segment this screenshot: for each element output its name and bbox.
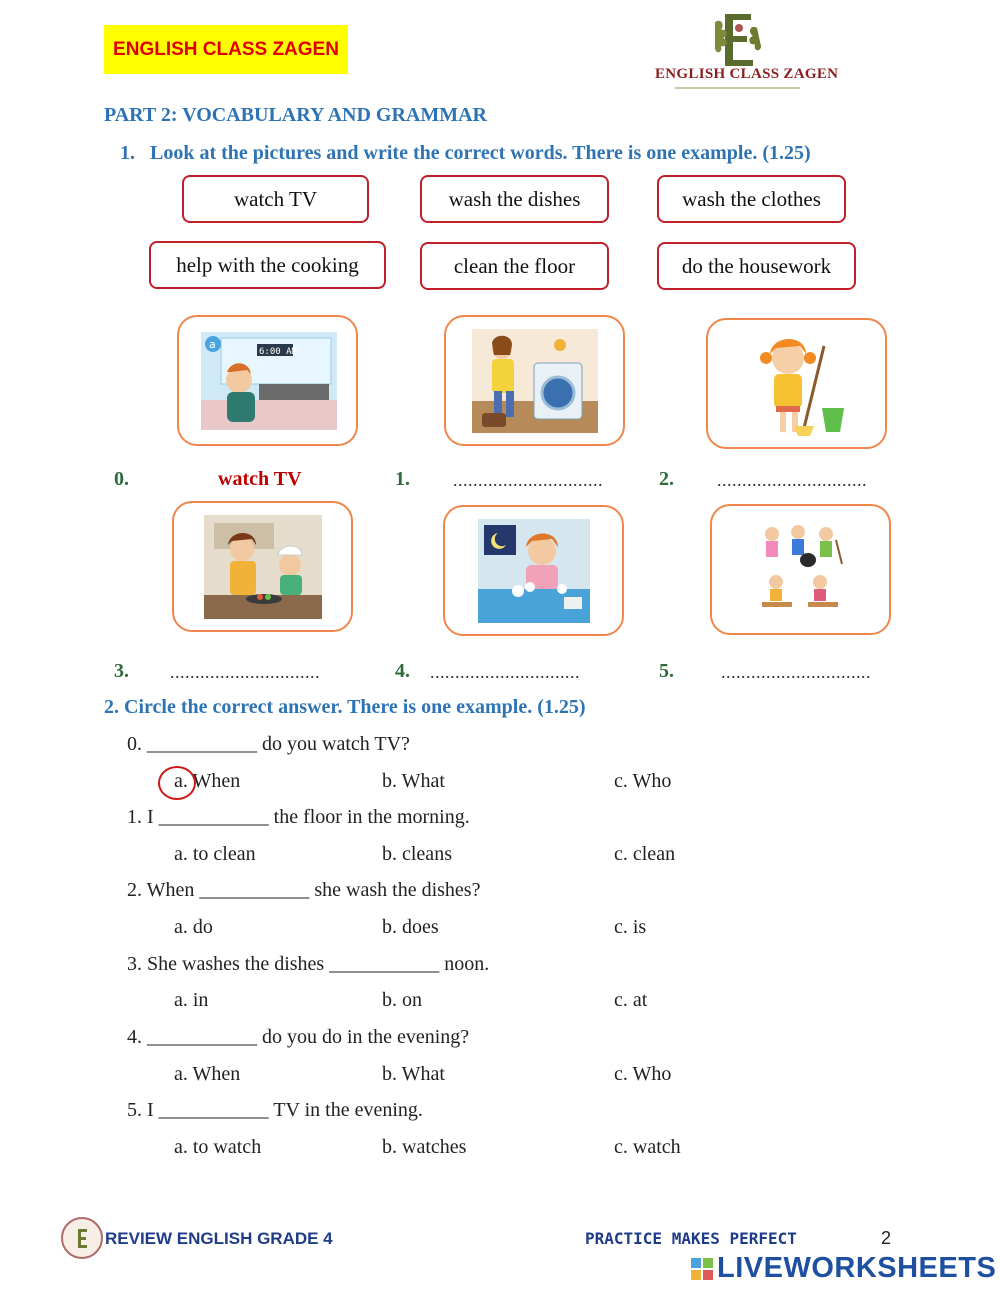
word-bank-item: wash the dishes <box>420 175 609 223</box>
option-0a[interactable]: a. When <box>174 770 241 792</box>
answer-label-1: 1. <box>395 468 410 490</box>
clock-readout: 6:00 AM <box>259 347 297 357</box>
option-3c[interactable]: c. at <box>614 989 648 1011</box>
option-5a[interactable]: a. to watch <box>174 1136 262 1158</box>
answer-label-4: 4. <box>395 660 410 682</box>
picture-frame-4 <box>443 505 624 636</box>
example-answer: watch TV <box>218 468 302 490</box>
option-5c[interactable]: c. watch <box>614 1136 681 1158</box>
answer-blank-5[interactable]: .............................. <box>721 662 871 682</box>
liveworksheets-logo-icon <box>691 1258 713 1280</box>
word-bank-item: wash the clothes <box>657 175 846 223</box>
cooking-picture <box>204 515 322 619</box>
answer-blank-1[interactable]: .............................. <box>453 470 603 490</box>
picture-frame-2 <box>706 318 887 449</box>
option-0c[interactable]: c. Who <box>614 770 672 792</box>
word-bank-item: do the housework <box>657 242 856 290</box>
answer-label-5: 5. <box>659 660 674 682</box>
option-1a[interactable]: a. to clean <box>174 843 256 865</box>
footer-course-title: REVIEW ENGLISH GRADE 4 <box>105 1229 333 1248</box>
answer-blank-3[interactable]: .............................. <box>170 662 320 682</box>
part-title: PART 2: VOCABULARY AND GRAMMAR <box>104 104 487 126</box>
logo-e-icon <box>655 10 820 70</box>
liveworksheets-brand[interactable]: LIVEWORKSHEETS <box>717 1252 997 1284</box>
picture-frame-0 <box>177 315 358 446</box>
logo-tagline-rule <box>675 87 800 89</box>
clean-floor-picture <box>748 328 848 440</box>
answer-blank-2[interactable]: .............................. <box>717 470 867 490</box>
option-4b[interactable]: b. What <box>382 1063 445 1085</box>
option-1c[interactable]: c. clean <box>614 843 676 865</box>
picture-frame-1 <box>444 315 625 446</box>
question-4: 4. ___________ do you do in the evening? <box>127 1026 470 1048</box>
option-0b[interactable]: b. What <box>382 770 445 792</box>
footer-motto: PRACTICE MAKES PERFECT <box>585 1229 797 1248</box>
question-3: 3. She washes the dishes ___________ noon. <box>127 953 490 975</box>
question-0: 0. ___________ do you watch TV? <box>127 733 410 755</box>
word-bank-item: clean the floor <box>420 242 609 290</box>
question-2: 2. When ___________ she wash the dishes? <box>127 879 481 901</box>
wash-clothes-picture <box>472 329 598 433</box>
option-3b[interactable]: b. on <box>382 989 422 1011</box>
class-logo <box>655 10 839 90</box>
answer-blank-4[interactable]: .............................. <box>430 662 580 682</box>
picture-frame-5 <box>710 504 891 635</box>
footer-logo-icon <box>61 1217 103 1259</box>
wash-dishes-picture <box>478 519 590 623</box>
q1-instruction <box>120 142 811 165</box>
option-3a[interactable]: a. in <box>174 989 209 1011</box>
class-badge: ENGLISH CLASS ZAGEN <box>104 25 348 74</box>
answer-label-2: 2. <box>659 468 674 490</box>
option-4a[interactable]: a. When <box>174 1063 241 1085</box>
option-1b[interactable]: b. cleans <box>382 843 452 865</box>
example-answer-circle <box>158 766 196 800</box>
q1-title-text: Look at the pictures and write the correct words. There is one example. (1.25) <box>150 142 811 164</box>
option-5b[interactable]: b. watches <box>382 1136 467 1158</box>
q2-instruction: 2. Circle the correct answer. There is one example. (1.25) <box>104 696 586 718</box>
q1-number: 1. <box>120 142 135 164</box>
picture-letter: a <box>209 338 216 351</box>
option-4c[interactable]: c. Who <box>614 1063 672 1085</box>
question-1: 1. I ___________ the floor in the morning. <box>127 806 470 828</box>
picture-frame-3 <box>172 501 353 632</box>
logo-text: ENGLISH CLASS ZAGEN <box>655 66 839 82</box>
watch-tv-picture <box>201 332 337 430</box>
answer-label-3: 3. <box>114 660 129 682</box>
answer-label-0: 0. <box>114 468 129 490</box>
option-2b[interactable]: b. does <box>382 916 439 938</box>
housework-picture <box>752 520 852 620</box>
option-2a[interactable]: a. do <box>174 916 213 938</box>
word-bank-item: help with the cooking <box>149 241 386 289</box>
option-2c[interactable]: c. is <box>614 916 647 938</box>
page-number: 2 <box>881 1228 892 1248</box>
question-5: 5. I ___________ TV in the evening. <box>127 1099 423 1121</box>
word-bank-item: watch TV <box>182 175 369 223</box>
